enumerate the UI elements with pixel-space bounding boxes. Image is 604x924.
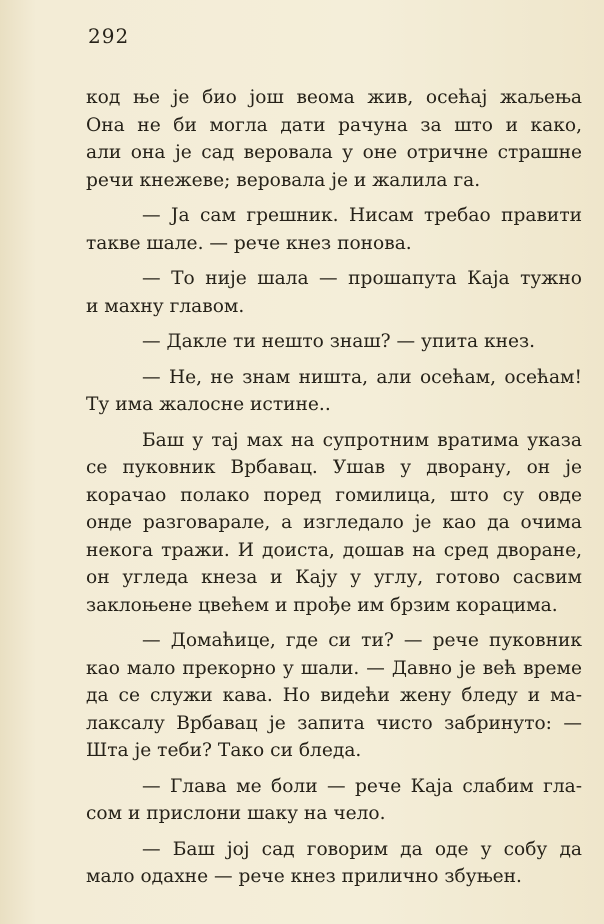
- text-line: — Баш јој сад говорим да оде у собу да: [142, 838, 582, 860]
- paragraph: [86, 328, 582, 356]
- paragraph-gap: [86, 320, 582, 328]
- paragraph: [86, 84, 582, 194]
- paragraph-gap: [86, 619, 582, 627]
- paragraph: [86, 202, 582, 257]
- paragraph-gap: [86, 356, 582, 364]
- text-line: некога тражи. И доиста, дошав на сред дворане,: [86, 539, 582, 561]
- paragraph: [86, 265, 582, 320]
- text-line: лаксалу Врбавац је запита чисто забринуто: —: [86, 712, 582, 734]
- text-line: код ње је био још веома жив, осећај жаљења: [86, 87, 582, 108]
- text-line: он угледа кнеза и Кају у углу, готово сасвим: [86, 567, 582, 588]
- text-line: Баш у тај мах на супротним вратима указа: [142, 429, 582, 451]
- paragraph-gap: [86, 257, 582, 265]
- text-line: Она не би могла дати рачуна за што и како,: [86, 114, 582, 136]
- text-line: да се служи кава. Но видећи жену бледу и ма-: [86, 685, 582, 706]
- paragraph: [86, 836, 582, 891]
- paragraph-gap: [86, 419, 582, 427]
- text-line: Шта је теби? Тако си бледа.: [86, 740, 362, 761]
- text-line: мало одахне — рече кнез прилично збуњен.: [86, 866, 522, 887]
- body-text: [86, 84, 582, 891]
- text-line: као мало прекорно у шали. — Давно је већ време: [86, 657, 582, 679]
- text-line: сом и прислони шаку на чело.: [86, 803, 386, 824]
- text-line: — Не, не знам ништа, али осећам, осећам!: [142, 366, 582, 388]
- text-line: речи кнежеве; веровала је и жалила га.: [86, 169, 481, 191]
- text-line: Ту има жалосне истине..: [86, 394, 331, 415]
- text-line: корачао полако поред гомилица, што су овде: [86, 484, 582, 506]
- text-line: онде разговарале, а изгледало је као да очима: [86, 512, 582, 533]
- text-line: али она је сад веровала у оне отричне страшне: [86, 142, 582, 163]
- text-line: — Дакле ти нешто знаш? — упита кнез.: [142, 331, 536, 352]
- text-line: заклоњене цвећем и прође им брзим корацима.: [86, 594, 558, 616]
- text-line: се пуковник Врбавац. Ушав у дворану, он је: [86, 457, 582, 478]
- text-line: и махну главом.: [86, 295, 245, 317]
- text-line: — То није шала — прошапута Каја тужно: [142, 268, 582, 289]
- paragraph: [86, 773, 582, 828]
- text-line: такве шале. — рече кнез понова.: [86, 232, 412, 254]
- paragraph-gap: [86, 828, 582, 836]
- paragraph: [86, 627, 582, 765]
- paragraph: [86, 427, 582, 620]
- text-line: — Глава ме боли — рече Каја слабим гла-: [142, 775, 582, 797]
- text-line: — Ја сам грешник. Нисам требао правити: [142, 205, 582, 226]
- text-line: — Домаћице, где си ти? — рече пуковник: [142, 630, 582, 651]
- page-number: 292: [88, 24, 130, 48]
- paragraph-gap: [86, 194, 582, 202]
- paragraph-gap: [86, 765, 582, 773]
- paragraph: [86, 364, 582, 419]
